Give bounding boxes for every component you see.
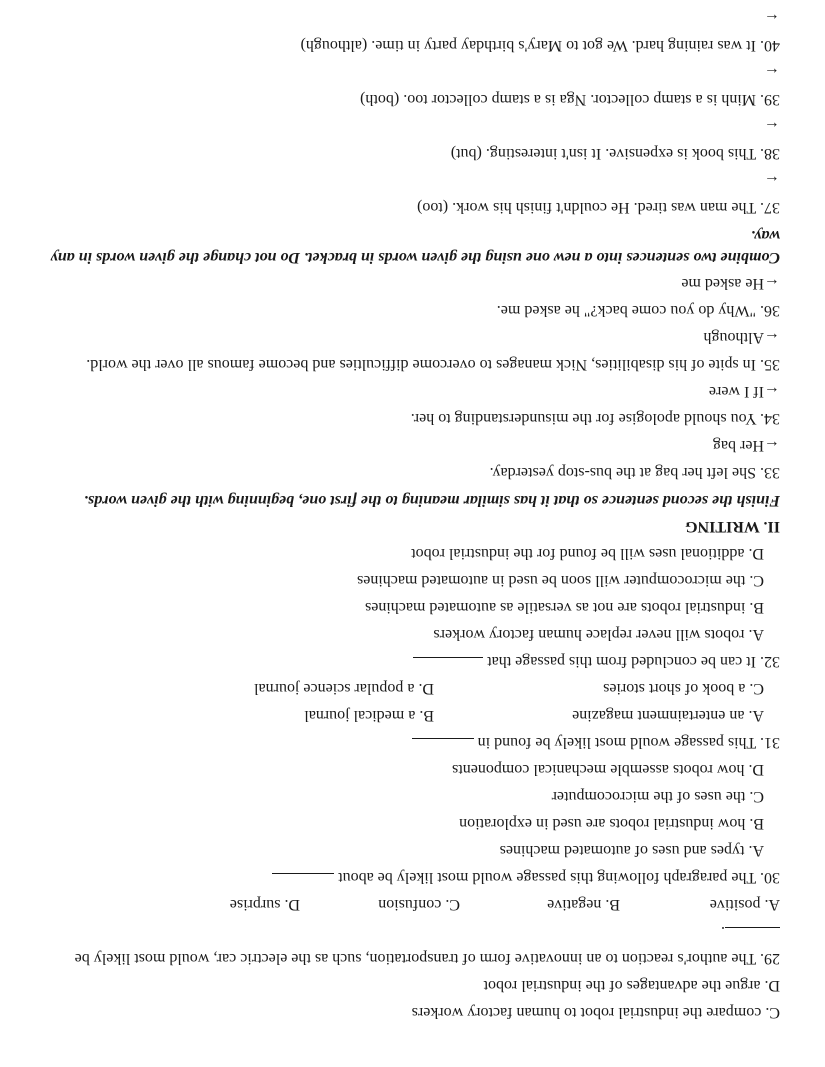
writing-instruction-1: Finish the second sentence so that it has similar meaning to the first one, beginning with the given words. [83,492,780,509]
arrow-icon: ← [764,118,780,135]
option-d: D. additional uses will be found for the industrial robot [411,545,764,562]
question-40: 40. It was raining hard. We got to Mary's birthday party in time. (although) [300,37,780,54]
arrow-icon: ← [764,329,780,346]
question-31-options-ab [50,702,780,729]
answer-line-34 [50,378,780,405]
question-37: 37. The man was tired. He couldn't finish his work. (too) [417,199,780,216]
option-d: D. a popular science journal [254,680,434,697]
arrow-icon: ← [764,383,780,400]
option-d: D. how robots assemble mechanical components [452,761,764,778]
question-29-options [50,891,780,918]
given-words: Her bag [712,437,764,454]
given-words: If I were [708,383,764,400]
question-29: 29. The author's reaction to an innovative form of transportation, such as the electric car, would most likely be . [74,923,780,967]
question-31-options-cd [50,675,780,702]
question-32-text: 32. It can be concluded from this passage that [487,653,780,670]
option-a: A. types and uses of automated machines [499,842,764,859]
option-a: A. an entertainment magazine [572,707,764,724]
option-b: B. negative [547,896,620,913]
option-b: B. a medical journal [304,707,434,724]
arrow-icon: ← [764,172,780,189]
question-39: 39. Minh is a stamp collector. Nga is a stamp collector too. (both) [360,91,780,108]
answer-blank [272,873,334,888]
question-32 [50,648,780,675]
given-words: He asked me [681,275,764,292]
answer-blank [725,927,780,942]
option-d: D. surprise [229,896,300,913]
option-b: B. how industrial robots are used in exploration [459,815,764,832]
answer-line-37 [50,167,780,194]
answer-line-38 [50,113,780,140]
question-35: 35. In spite of his disabilities, Nick manages to overcome difficulties and become famous all over the world. [86,356,780,373]
arrow-icon: ← [764,10,780,27]
answer-line-40 [50,5,780,32]
given-words: Although [703,329,764,346]
option-d: D. argue the advantages of the industrial robot [483,977,780,994]
question-31 [50,729,780,756]
answer-blank [413,657,483,672]
question-34: 34. You should apologise for the misunderstanding to her. [410,410,780,427]
arrow-icon: ← [764,275,780,292]
answer-blank [412,738,474,753]
arrow-icon: ← [764,437,780,454]
question-29-text: 29. The author's reaction to an innovative form of transportation, such as the electric car, would most likely be [74,950,780,967]
answer-line-39 [50,59,780,86]
question-31-text: 31. This passage would most likely be found in [477,734,780,751]
option-a: A. positive [709,896,780,913]
page-content [50,5,780,1026]
option-a: A. robots will never replace human factory workers [433,626,764,643]
question-36: 36. "Why do you come back?" he asked me. [496,302,780,319]
question-33: 33. She left her bag at the bus-stop yesterday. [489,464,780,481]
option-c: C. the uses of the microcomputer [551,788,764,805]
option-c: C. the microcomputer will soon be used in automated machines [356,572,764,589]
option-c: C. compare the industrial robot to human factory workers [411,1004,780,1021]
question-38: 38. This book is expensive. It isn't interesting. (but) [450,145,780,162]
writing-instruction-2: Combine two sentences into a new one using the given words in bracket. Do not change the given words in any way. [50,227,780,266]
arrow-icon: ← [764,64,780,81]
section-heading-writing: II. WRITING [685,518,780,535]
answer-line-36 [50,270,780,297]
question-30-text: 30. The paragraph following this passage would most likely be about [338,869,780,886]
answer-line-35 [50,324,780,351]
option-c: C. a book of short stories [603,680,764,697]
question-30 [50,864,780,891]
option-b: B. industrial robots are not as versatile as automated machines [365,599,764,616]
option-c: C. confusion [378,896,460,913]
answer-line-33 [50,432,780,459]
